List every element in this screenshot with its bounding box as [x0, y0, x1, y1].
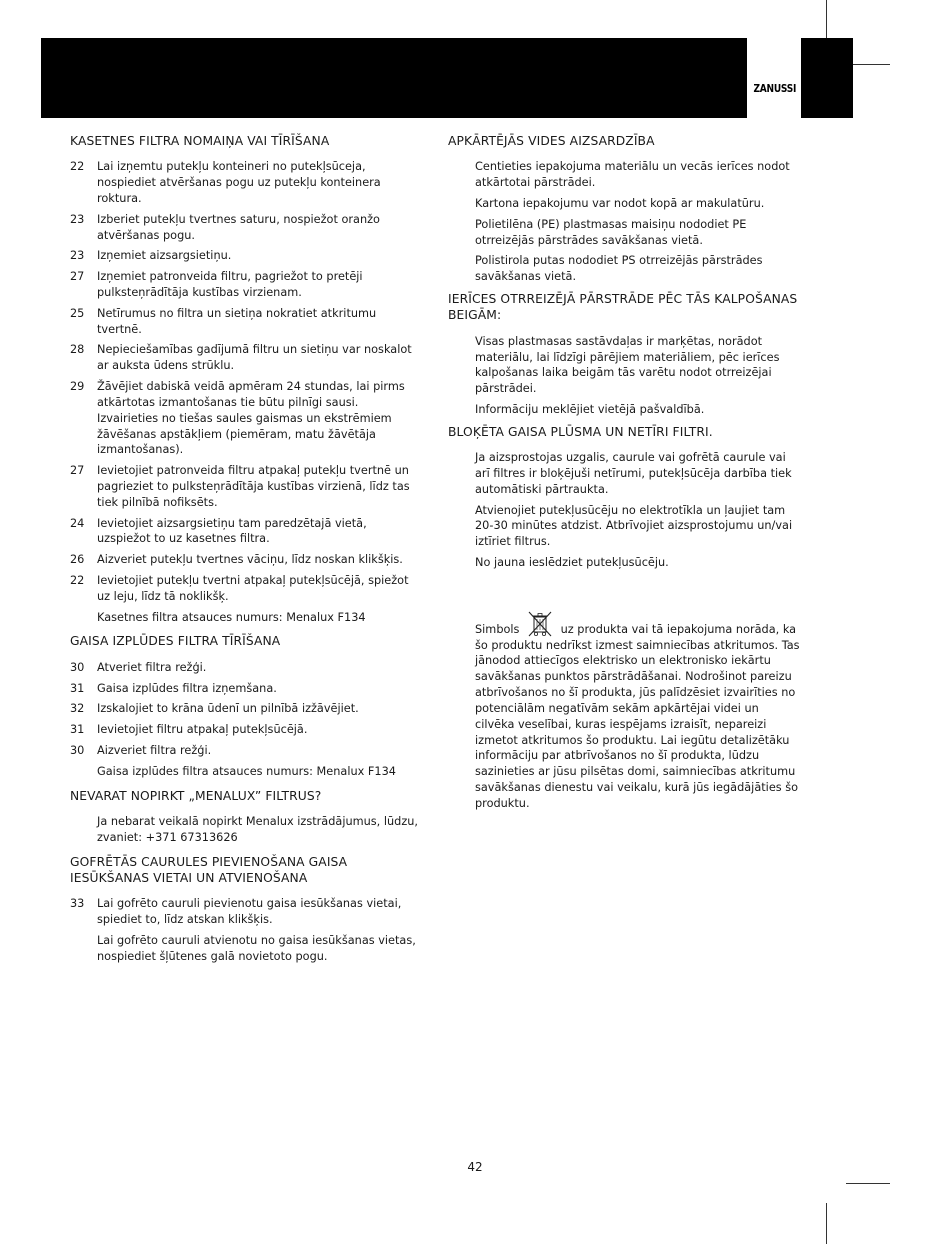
exhaust-section	[70, 633, 420, 779]
crop-mark-top	[826, 0, 827, 38]
step-number: 26	[70, 553, 85, 567]
cannot-buy-text: Ja nebarat veikalā nopirkt Menalux izstrādājumus, lūdzu, zvaniet: +371 67313626	[97, 815, 418, 844]
step-item	[70, 212, 420, 244]
cannot-buy-section	[70, 788, 420, 846]
environment-section	[448, 133, 800, 285]
header-bar	[41, 38, 853, 118]
environment-paragraph: Centieties iepakojuma materiālu un vecās ierīces nodot atkārtotai pārstrādei.	[475, 160, 790, 190]
step-number: 31	[70, 723, 85, 737]
step-text: Ievietojiet filtru atpakaļ putekļsūcējā.	[97, 723, 308, 737]
step-item	[70, 248, 420, 264]
recycling-paragraph: Informāciju meklējiet vietējā pašvaldībā.	[475, 402, 705, 416]
step-number: 32	[70, 702, 85, 716]
step-text: Aizveriet filtra režģi.	[97, 744, 212, 758]
blocked-paragraph: Atvienojiet putekļusūcēju no elektrotīkla un ļaujiet tam 20-30 minūtes atdzist. Atbrīvojiet aizsprostojumu un/vai iztīriet filtrus.	[475, 503, 793, 549]
step-text: Netīrumus no filtra un sietiņa nokratiet atkritumu tvertnē.	[97, 306, 377, 336]
step-text: Gaisa izplūdes filtra izņemšana.	[97, 681, 277, 695]
step-item	[70, 573, 420, 605]
step-number: 23	[70, 212, 85, 226]
step-item	[70, 681, 420, 697]
cartridge-reference-note: Kasetnes filtra atsauces numurs: Menalux F134	[97, 610, 366, 624]
cartridge-section	[70, 133, 420, 625]
recycling-section	[448, 291, 800, 418]
step-number: 22	[70, 574, 85, 588]
step-item	[70, 660, 420, 676]
hose-detach-note: Lai gofrēto cauruli atvienotu no gaisa iesūkšanas vietas, nospiediet šļūtenes galā novietoto pogu.	[97, 933, 416, 963]
weee-symbol-paragraph	[475, 611, 800, 812]
crop-mark-bottom	[826, 1203, 827, 1244]
blocked-paragraph: No jauna ieslēdziet putekļusūcēju.	[475, 556, 669, 569]
step-item	[70, 463, 420, 510]
blocked-paragraph: Ja aizsprostojas uzgalis, caurule vai gofrētā caurule vai arī filtres ir bloķējuši netīrumi, putekļsūcēja darbība tiek automātiski pārtraukta.	[475, 451, 792, 496]
brand-logo: ZANUSSI	[753, 82, 797, 95]
step-number: 29	[70, 380, 85, 394]
symbol-explanation-text: uz produkta vai tā iepakojuma norāda, ka šo produktu nedrīkst izmest saimniecības atkritumos. Tas jānodod attiecīgos elektrisko un elektronisko iekārtu savākšanas punktos pārstrādāšanai. Nodrošinot pareizu atbrīvošanos no šī produkta, jūs palīdzēsiet izvairīties no potenciālām negatīvām sekām apkārtējai videi un cilvēka veselībai, kuras iespējams izraisīt, nepareizi izmetot atkritumos šo produktu. Lai iegūtu detalizētāku informāciju par atbrīvošanos no šī produkta, lūdzu sazinieties ar jūsu pilsētas domi, saimniecības atkritumu savākšanas dienestu vai veikalu, kurā jūs iegādājāties šo produktu.	[475, 622, 800, 810]
environment-title: APKĀRTĒJĀS VIDES AIZSARDZĪBA	[448, 134, 655, 148]
step-text: Lai izņemtu putekļu konteineri no putekļsūceja, nospiediet atvēršanas pogu uz putekļu konteinera roktura.	[97, 160, 381, 205]
step-number: 30	[70, 660, 85, 674]
recycling-title: IERĪCES OTRREIZĒJĀ PĀRSTRĀDE PĒC TĀS KALPOŠANAS BEIGĀM:	[448, 292, 798, 323]
brand-tab	[747, 38, 801, 118]
recycling-paragraph: Visas plastmasas sastāvdaļas ir marķētas, norādot materiālu, lai līdzīgi pārējiem materiāliem, pēc ierīces kalpošanas laika beigām tās varētu nodot otrreizējai pārstrādei.	[475, 334, 780, 396]
step-number: 28	[70, 343, 85, 357]
step-item	[70, 552, 420, 568]
right-column	[448, 133, 800, 812]
step-number: 23	[70, 249, 85, 263]
step-text: Izberiet putekļu tvertnes saturu, nospiežot oranžo atvēršanas pogu.	[97, 212, 380, 242]
environment-paragraph: Polietilēna (PE) plastmasas maisiņu nododiet PE otrreizējās pārstrādes savākšanas vietā.	[475, 217, 747, 247]
environment-paragraph: Polistirola putas nododiet PS otrreizējās pārstrādes savākšanas vietā.	[475, 254, 763, 284]
step-item	[70, 342, 420, 374]
crop-mark-right-bottom	[846, 1183, 890, 1184]
page-number: 42	[467, 1160, 483, 1174]
exhaust-reference-note: Gaisa izplūdes filtra atsauces numurs: Menalux F134	[97, 764, 396, 778]
step-number: 27	[70, 270, 85, 284]
step-text: Ievietojiet putekļu tvertni atpakaļ putekļsūcējā, spiežot uz leju, līdz tā noklikšķ.	[97, 574, 409, 603]
cannot-buy-title: NEVARAT NOPIRKT „MENALUX” FILTRUS?	[70, 788, 322, 803]
step-item	[70, 701, 420, 717]
step-text: Žāvējiet dabiskā veidā apmēram 24 stundas, lai pirms atkārtotas izmantošanas tie būtu pilnīgi sausi. Izvairieties no tiešas saules gaismas un ekstrēmiem žāvēšanas apstākļiem (piemēram, matu žāvētāja izmantošanas).	[97, 380, 405, 457]
step-text: Ievietojiet aizsargsietiņu tam paredzētajā vietā, uzspiežot to uz kasetnes filtra.	[97, 516, 367, 546]
step-text: Ievietojiet patronveida filtru atpakaļ putekļu tvertnē un pagrieziet to pulksteņrādītāja kustības virzienā, līdz tas tiek pilnībā nofiksēts.	[97, 464, 410, 509]
step-text: Aizveriet putekļu tvertnes vāciņu, līdz noskan klikšķis.	[97, 553, 403, 567]
step-number: 25	[70, 306, 85, 320]
step-text: Lai gofrēto cauruli pievienotu gaisa iesūkšanas vietai, spiediet to, līdz atskan klikšķis.	[97, 897, 402, 927]
step-number: 22	[70, 160, 85, 174]
symbol-lead-text: Simbols	[475, 622, 520, 636]
blocked-section	[448, 424, 800, 571]
step-number: 30	[70, 744, 85, 758]
step-number: 24	[70, 516, 85, 530]
step-item	[70, 159, 420, 206]
step-item	[70, 896, 420, 928]
step-item	[70, 743, 420, 759]
step-item	[70, 306, 420, 338]
crossed-bin-icon	[525, 611, 555, 637]
step-text: Izņemiet patronveida filtru, pagriežot to pretēji pulksteņrādītāja kustības virzienam.	[97, 270, 363, 300]
blocked-title: BLOĶĒTA GAISA PLŪSMA UN NETĪRI FILTRI.	[448, 424, 713, 439]
step-text: Izskalojiet to krāna ūdenī un pilnībā izžāvējiet.	[97, 702, 359, 716]
hose-section	[70, 854, 420, 965]
environment-paragraph: Kartona iepakojumu var nodot kopā ar makulatūru.	[475, 196, 765, 210]
left-column	[70, 133, 420, 973]
crop-mark-right-top	[853, 64, 890, 65]
step-item	[70, 379, 420, 458]
step-number: 33	[70, 897, 85, 911]
step-text: Izņemiet aizsargsietiņu.	[97, 249, 232, 263]
cartridge-steps	[70, 159, 420, 604]
step-number: 27	[70, 464, 85, 478]
step-item	[70, 269, 420, 301]
step-text: Nepieciešamības gadījumā filtru un sietiņu var noskalot ar auksta ūdens strūklu.	[97, 343, 412, 373]
step-text: Atveriet filtra režģi.	[97, 660, 207, 674]
hose-title: GOFRĒTĀS CAURULES PIEVIENOŠANA GAISA IESŪKŠANAS VIETAI UN ATVIENOŠANA	[70, 854, 348, 885]
step-item	[70, 516, 420, 548]
cartridge-title: KASETNES FILTRA NOMAIŅA VAI TĪRĪŠANA	[70, 134, 330, 148]
step-number: 31	[70, 681, 85, 695]
step-item	[70, 722, 420, 738]
exhaust-title: GAISA IZPLŪDES FILTRA TĪRĪŠANA	[70, 634, 281, 649]
header-bar-end	[801, 38, 853, 118]
spacer	[448, 577, 800, 611]
